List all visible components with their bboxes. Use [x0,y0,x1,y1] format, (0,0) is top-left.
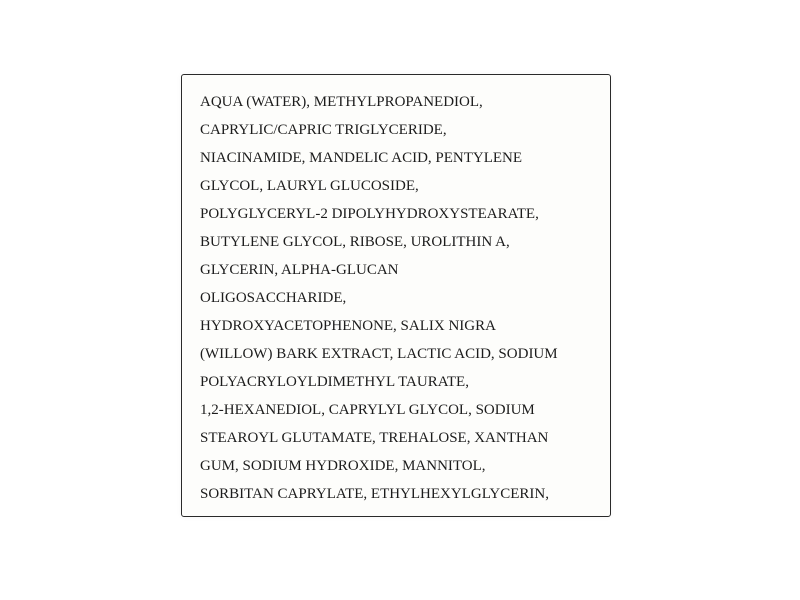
ingredient-line: STEAROYL GLUTAMATE, TREHALOSE, XANTHAN [200,430,549,446]
ingredient-line: POLYACRYLOYLDIMETHYL TAURATE, [200,374,469,390]
ingredient-line: CAPRYLIC/CAPRIC TRIGLYCERIDE, [200,122,447,138]
ingredient-line: BUTYLENE GLYCOL, RIBOSE, UROLITHIN A, [200,234,510,250]
ingredient-line: GUM, SODIUM HYDROXIDE, MANNITOL, [200,458,486,474]
ingredient-line: GLYCERIN, ALPHA-GLUCAN [200,262,399,278]
ingredient-line: POLYGLYCERYL-2 DIPOLYHYDROXYSTEARATE, [200,206,539,222]
ingredient-line: SORBITAN CAPRYLATE, ETHYLHEXYLGLYCERIN, [200,486,549,502]
ingredient-line: HYDROXYACETOPHENONE, SALIX NIGRA [200,318,496,334]
ingredient-line: GLYCOL, LAURYL GLUCOSIDE, [200,178,419,194]
ingredient-line: 1,2-HEXANEDIOL, CAPRYLYL GLYCOL, SODIUM [200,402,535,418]
ingredient-line: NIACINAMIDE, MANDELIC ACID, PENTYLENE [200,150,523,166]
ingredient-line: OLIGOSACCHARIDE, [200,290,347,306]
ingredients-panel [181,74,611,517]
ingredient-line: (WILLOW) BARK EXTRACT, LACTIC ACID, SODIUM [200,346,558,362]
ingredient-line: AQUA (WATER), METHYLPROPANEDIOL, [200,94,483,110]
